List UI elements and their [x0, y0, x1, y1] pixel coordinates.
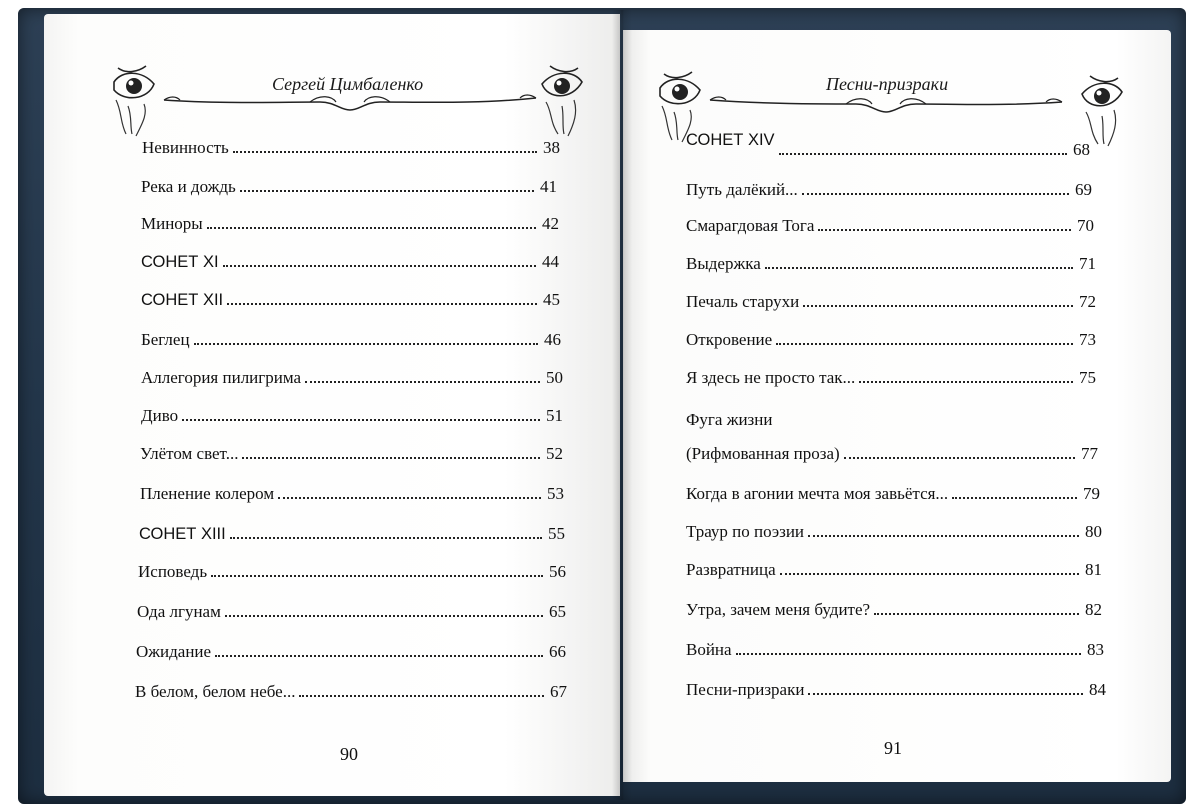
toc-leader [223, 265, 536, 267]
toc-page-number: 44 [542, 252, 559, 271]
toc-page-number: 42 [542, 214, 559, 233]
toc-title: В белом, белом небе... [135, 682, 296, 701]
toc-page-number: 65 [549, 602, 566, 621]
toc-title: Миноры [141, 214, 203, 233]
toc-title: Ожидание [136, 642, 212, 661]
toc-entry [141, 173, 557, 197]
toc-leader [225, 615, 543, 617]
toc-entry [136, 638, 566, 662]
toc-entry [686, 440, 1098, 464]
page-number-left: 90 [340, 744, 358, 764]
toc-leader [736, 653, 1081, 655]
toc-page-number: 72 [1079, 292, 1096, 311]
running-head-left: Сергей Цимбаленко [272, 74, 424, 94]
toc-entry [686, 326, 1096, 350]
toc-title: Диво [141, 406, 179, 425]
toc-title: Ода лгунам [137, 602, 221, 621]
toc-title: Развратница [686, 560, 776, 579]
toc-entry [686, 288, 1096, 312]
toc-page-number: 68 [1073, 140, 1090, 159]
toc-page-number: 41 [540, 177, 557, 196]
toc-entry [686, 518, 1102, 542]
toc-page-number: 51 [546, 406, 563, 425]
toc-page-number: 69 [1075, 180, 1092, 199]
toc-leader [194, 343, 538, 345]
toc-page-number: 46 [544, 330, 561, 349]
toc-leader [299, 695, 544, 697]
eye-ornament-icon [536, 60, 588, 140]
toc-page-number: 53 [547, 484, 564, 503]
toc-title: Война [686, 640, 732, 659]
toc-title: (Рифмованная проза) [686, 444, 840, 463]
toc-title: СОНЕТ XIV [686, 131, 775, 149]
toc-page-number: 77 [1081, 444, 1098, 463]
toc-entry [141, 286, 560, 310]
toc-page-number: 82 [1085, 600, 1102, 619]
toc-entry [141, 364, 563, 388]
toc-page-number: 79 [1083, 484, 1100, 503]
toc-leader [808, 693, 1083, 695]
toc-leader [952, 497, 1077, 499]
toc-page-number: 70 [1077, 216, 1094, 235]
toc-entry [139, 520, 565, 544]
toc-title: Беглец [141, 330, 190, 349]
toc-entry [686, 596, 1102, 620]
toc-page-number: 73 [1079, 330, 1096, 349]
toc-entry [141, 402, 563, 426]
toc-leader [242, 457, 540, 459]
book-gutter [612, 10, 632, 800]
toc-entry [142, 134, 560, 158]
toc-entry [141, 326, 561, 350]
toc-leader [780, 573, 1079, 575]
toc-leader [182, 419, 540, 421]
toc-title: Улётом свет... [140, 444, 239, 463]
toc-page-number: 75 [1079, 368, 1096, 387]
toc-leader [230, 537, 542, 539]
toc-title: Аллегория пилигрима [141, 368, 302, 387]
toc-entry [686, 212, 1094, 236]
toc-entry [141, 210, 559, 234]
toc-leader [233, 151, 537, 153]
toc-leader [240, 190, 534, 192]
toc-leader [227, 303, 537, 305]
toc-entry [140, 440, 563, 464]
toc-leader [211, 575, 543, 577]
toc-entry [686, 364, 1096, 388]
toc-entry [135, 678, 567, 702]
toc-leader [765, 267, 1073, 269]
toc-page-number: 83 [1087, 640, 1104, 659]
toc-page-number: 67 [550, 682, 567, 701]
toc-leader [779, 153, 1067, 155]
toc-entry [140, 480, 564, 504]
toc-leader [802, 193, 1069, 195]
toc-title: Смарагдовая Тога [686, 216, 815, 235]
toc-title: СОНЕТ XIII [139, 525, 226, 543]
toc-page-number: 66 [549, 642, 566, 661]
toc-title: Печаль старухи [686, 292, 800, 311]
toc-title: Выдержка [686, 254, 761, 273]
toc-entry [686, 676, 1106, 700]
toc-page-number: 38 [543, 138, 560, 157]
toc-entry [686, 636, 1104, 660]
toc-leader [278, 497, 541, 499]
toc-title: Траур по поэзии [686, 522, 805, 541]
toc-title: Невинность [142, 138, 229, 157]
flourish-rule-icon [706, 92, 1066, 116]
toc-title: СОНЕТ XI [141, 253, 219, 271]
toc-page-number: 52 [546, 444, 563, 463]
toc-entry [686, 250, 1096, 274]
toc-title: Я здесь не просто так... [686, 368, 856, 387]
toc-title: Исповедь [138, 562, 208, 581]
toc-leader [776, 343, 1073, 345]
toc-page-number: 80 [1085, 522, 1102, 541]
toc-leader [305, 381, 540, 383]
toc-leader [215, 655, 543, 657]
toc-title: Пленение колером [140, 484, 275, 503]
toc-title: СОНЕТ XII [141, 291, 224, 309]
toc-entry [137, 598, 566, 622]
toc-leader [844, 457, 1075, 459]
toc-leader [808, 535, 1079, 537]
toc-leader [874, 613, 1079, 615]
running-head-right: Песни-призраки [826, 74, 949, 94]
toc-entry [686, 556, 1102, 580]
toc-title: Утра, зачем меня будите? [686, 600, 871, 619]
toc-page-number: 71 [1079, 254, 1096, 273]
toc-leader [818, 229, 1071, 231]
toc-title: Путь далёкий... [686, 180, 798, 199]
toc-entry [141, 248, 559, 272]
page-number-right: 91 [884, 738, 902, 758]
toc-title-line1: Фуга жизни [686, 410, 773, 429]
toc-entry [686, 176, 1092, 200]
toc-leader [859, 381, 1073, 383]
toc-title: Когда в агонии мечта моя завьётся... [686, 484, 949, 503]
toc-page-number: 50 [546, 368, 563, 387]
toc-page-number: 56 [549, 562, 566, 581]
toc-page-number: 45 [543, 290, 560, 309]
toc-title: Откровение [686, 330, 773, 349]
toc-entry [686, 480, 1100, 504]
eye-ornament-icon [108, 60, 160, 140]
toc-title: Песни-призраки [686, 680, 805, 699]
toc-page-number: 84 [1089, 680, 1106, 699]
toc-page-number: 55 [548, 524, 565, 543]
toc-entry [686, 131, 1090, 160]
toc-title: Река и дождь [141, 177, 236, 196]
toc-page-number: 81 [1085, 560, 1102, 579]
toc-leader [207, 227, 536, 229]
flourish-rule-icon [160, 90, 540, 114]
toc-entry [138, 558, 566, 582]
toc-leader [803, 305, 1073, 307]
